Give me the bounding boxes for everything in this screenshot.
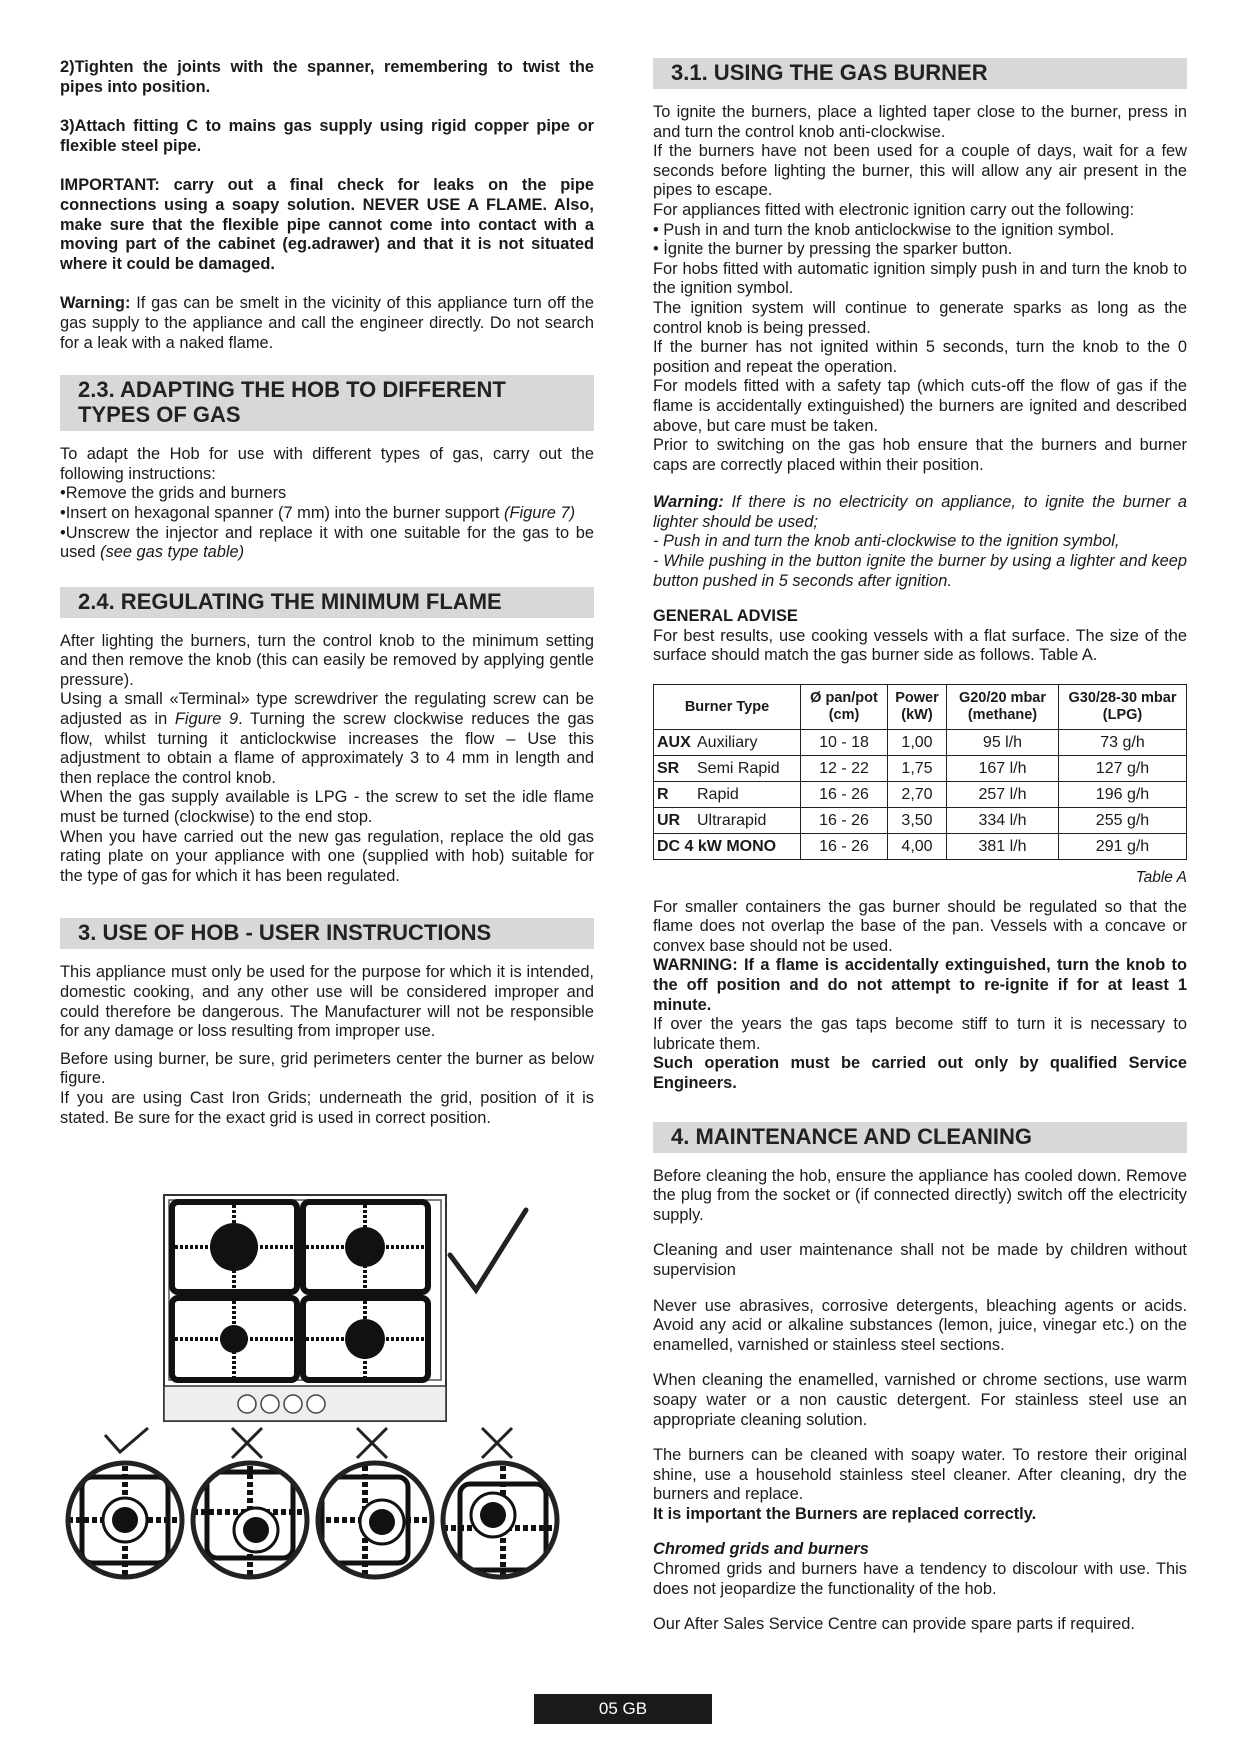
after-p2: If over the years the gas taps become stiff to turn it is necessary to lubricate them.	[653, 1015, 1187, 1053]
burner-name: Semi Rapid	[697, 759, 780, 777]
g20-rate: 334 l/h	[947, 808, 1059, 834]
table-row	[654, 782, 1187, 808]
table-row	[654, 730, 1187, 756]
g20-rate: 95 l/h	[947, 730, 1059, 756]
section-3-p2: Before using burner, be sure, grid perimeters center the burner as below figure.	[60, 1049, 594, 1088]
power: 1,75	[888, 756, 947, 782]
s31-p7: For models fitted with a safety tap (which cuts-off the flow of gas if the flame is accidentally extinguished) the burners are ignited and described above, but care must be taken.	[653, 377, 1187, 435]
hob-top-view	[164, 1195, 446, 1421]
burner-code: R	[657, 785, 669, 803]
detail-wrong-2	[310, 1428, 450, 1590]
warning-paragraph	[60, 294, 594, 353]
section-3-p3: If you are using Cast Iron Grids; underneath the grid, position of it is stated. Be sure for the exact grid is used in correct position.	[60, 1088, 594, 1127]
after-sales-text: Our After Sales Service Centre can provide spare parts if required.	[653, 1615, 1135, 1634]
right-column	[653, 58, 1187, 1635]
burner-code: SR	[657, 759, 680, 777]
after-p1: For smaller containers the gas burner should be regulated so that the flame does not overlap the base of the pan. Vessels with a concave or convex base should not be used.	[653, 897, 1187, 955]
power: 2,70	[888, 782, 947, 808]
figure-9-ref: Figure 9	[174, 710, 239, 729]
detail-wrong-1	[185, 1428, 325, 1590]
chromed-text: Chromed grids and burners have a tendency to discolour with use. This does not jeopardize the functionality of the hob.	[653, 1560, 1187, 1598]
burner-rapid-icon	[210, 1223, 258, 1271]
burner-code: AUX	[657, 733, 691, 751]
step-3-text: 3)Attach fitting C to mains gas supply using rigid copper pipe or flexible steel pipe.	[60, 117, 594, 155]
electricity-warning-label: Warning:	[653, 493, 724, 512]
burner-name: Rapid	[697, 785, 739, 803]
pan-size: 10 - 18	[801, 730, 888, 756]
header-g20: G20/20 mbar (methane)	[947, 685, 1059, 730]
burner-code: UR	[657, 811, 681, 829]
section-2-4-p1: After lighting the burners, turn the control knob to the minimum setting and then remove the knob (this can easily be removed by applying gentle pressure).	[60, 631, 594, 689]
section-2-3-heading	[60, 375, 594, 431]
table-row	[654, 834, 1187, 860]
burner-code: DC 4 kW MONO	[657, 837, 777, 855]
header-pan-size: Ø pan/pot (cm)	[801, 685, 888, 730]
gas-burner-table	[653, 684, 1187, 860]
section-2-4-p4: When you have carried out the new gas regulation, replace the old gas rating plate on your appliance with one (supplied with hob) suitable for the type of gas for which it has been regulated.	[60, 827, 594, 885]
gas-table-ref: (see gas type table)	[100, 543, 245, 562]
power: 4,00	[888, 834, 947, 860]
section-4-heading: 4. MAINTENANCE AND CLEANING	[653, 1122, 1187, 1153]
s4-p3: Never use abrasives, corrosive detergents, bleaching agents or acids. Avoid any acid or alkaline substances (lemon, juice, vinegar etc.) on the enamelled, varnished or stainless steel sections.	[653, 1296, 1187, 1354]
burner-auxiliary-icon	[220, 1325, 248, 1353]
s31-p4: For hobs fitted with automatic ignition simply push in and turn the knob to the ignition symbol.	[653, 259, 1187, 298]
s31-p1: To ignite the burners, place a lighted taper close to the burner, press in and turn the control knob anti-clockwise.	[653, 103, 1187, 141]
section-2-3-title-line2: TYPES OF GAS	[78, 402, 241, 428]
section-2-3-bullet-3	[60, 524, 594, 563]
section-3-1-body	[653, 103, 1187, 475]
s31-p5: The ignition system will continue to generate sparks as long as the control knob is being pressed.	[653, 298, 1187, 337]
pan-size: 16 - 26	[801, 782, 888, 808]
table-caption: Table A	[1135, 869, 1187, 887]
chromed-title: Chromed grids and burners	[653, 1540, 869, 1559]
burner-semi-rapid-2-icon	[345, 1319, 385, 1359]
pan-size: 16 - 26	[801, 834, 888, 860]
burner-semi-rapid-icon	[345, 1227, 385, 1267]
pan-size: 12 - 22	[801, 756, 888, 782]
after-p3: Such operation must be carried out only by qualified Service Engineers.	[653, 1054, 1187, 1092]
s4-p2: Cleaning and user maintenance shall not be made by children without supervision	[653, 1241, 1187, 1279]
electricity-warning-step-1: - Push in and turn the knob anti-clockwise to the ignition symbol,	[653, 532, 1120, 551]
s4-p4: When cleaning the enamelled, varnished or chrome sections, use warm soapy water or a non caustic detergent. For stainless steel use an appropriate cleaning solution.	[653, 1371, 1187, 1429]
header-burner-type: Burner Type	[654, 685, 801, 730]
section-2-3-bullet-2	[60, 504, 594, 524]
power: 3,50	[888, 808, 947, 834]
knob-3-icon	[284, 1395, 302, 1413]
section-2-4-p2-end: . Turning the screw clockwise reduces the gas flow, whilst turning it anticlockwise increases the flow – Use this adjustment to obtain a flame of approximately 3 to 4 mm in length and then replace the control knob.	[60, 710, 594, 787]
table-row	[654, 808, 1187, 834]
burner-grid-placement-figure	[60, 1190, 590, 1610]
section-2-4-p3: When the gas supply available is LPG - the screw to set the idle flame must be turned (clockwise) to the end stop.	[60, 788, 594, 827]
cross-icon	[232, 1428, 262, 1458]
pan-size: 16 - 26	[801, 808, 888, 834]
after-table-text	[653, 898, 1187, 1094]
table-row	[654, 756, 1187, 782]
cross-icon	[482, 1428, 512, 1458]
section-3-1-heading: 3.1. USING THE GAS BURNER	[653, 58, 1187, 89]
cross-icon	[357, 1428, 387, 1458]
s31-p3: For appliances fitted with electronic ignition carry out the following:	[653, 200, 1135, 219]
knob-2-icon	[261, 1395, 279, 1413]
electricity-warning	[653, 493, 1187, 591]
s4-p5: The burners can be cleaned with soapy water. To restore their original shine, use a household stainless steel cleaner. After cleaning, dry the burners and replace.	[653, 1446, 1187, 1504]
g30-rate: 127 g/h	[1059, 756, 1187, 782]
detail-correct	[60, 1428, 200, 1590]
g30-rate: 291 g/h	[1059, 834, 1187, 860]
s31-p8: Prior to switching on the gas hob ensure that the burners and burner caps are correctly placed within their position.	[653, 436, 1187, 474]
s31-bullet-2: • İgnite the burner by pressing the sparker button.	[653, 240, 1013, 259]
g30-rate: 255 g/h	[1059, 808, 1187, 834]
knob-4-icon	[307, 1395, 325, 1413]
step-2-text: 2)Tighten the joints with the spanner, remembering to twist the pipes into position.	[60, 58, 594, 96]
warning-text: If gas can be smelt in the vicinity of this appliance turn off the gas supply to the appliance and call the engineer directly. Do not search for a leak with a naked flame.	[60, 294, 594, 352]
burner-name: Auxiliary	[697, 733, 758, 751]
g30-rate: 73 g/h	[1059, 730, 1187, 756]
section-2-4-heading: 2.4. REGULATING THE MINIMUM FLAME	[60, 587, 594, 618]
s31-bullet-1: • Push in and turn the knob anticlockwise to the ignition symbol.	[653, 220, 1115, 239]
table-header-row	[654, 685, 1187, 730]
s4-p5-bold: It is important the Burners are replaced correctly.	[653, 1504, 1037, 1523]
bullet-2-text: •Insert on hexagonal spanner (7 mm) into the burner support	[60, 503, 504, 522]
figure-7-ref: (Figure 7)	[503, 503, 576, 522]
g20-rate: 257 l/h	[947, 782, 1059, 808]
important-notice: IMPORTANT: carry out a final check for leaks on the pipe connections using a soapy solution. NEVER USE A FLAME. Also, make sure that the flexible pipe cannot come into contact with a moving part of the cabinet (eg.adrawer) and that it is not situated where it could be damaged.	[60, 176, 594, 273]
section-2-3-bullet-1: •Remove the grids and burners	[60, 484, 287, 503]
warning-label: Warning:	[60, 294, 131, 313]
left-column	[60, 58, 594, 1128]
burner-name: Ultrarapid	[697, 811, 767, 829]
s31-p6: If the burner has not ignited within 5 seconds, turn the knob to the 0 position and repeat the operation.	[653, 338, 1187, 376]
general-advise-title: GENERAL ADVISE	[653, 607, 798, 626]
page-number: 05 GB	[534, 1694, 712, 1724]
power: 1,00	[888, 730, 947, 756]
general-advise-text: For best results, use cooking vessels with a flat surface. The size of the surface should match the gas burner side as follows. Table A.	[653, 626, 1187, 665]
g20-rate: 381 l/h	[947, 834, 1059, 860]
g20-rate: 167 l/h	[947, 756, 1059, 782]
section-3-p1: This appliance must only be used for the purpose for which it is intended, domestic cooking, and any other use will be considered improper and could therefore be dangerous. The Manufacturer will not be responsible for any damage or loss resulting from improper use.	[60, 963, 594, 1041]
header-power: Power (kW)	[888, 685, 947, 730]
section-2-4-p2	[60, 690, 594, 788]
section-3-heading: 3. USE OF HOB - USER INSTRUCTIONS	[60, 918, 594, 949]
bullet-3-text: •Unscrew the injector and replace it with one suitable for the gas to be used	[60, 523, 594, 562]
s4-p1: Before cleaning the hob, ensure the appliance has cooled down. Remove the plug from the socket or (if connected directly) switch off the electricity supply.	[653, 1166, 1187, 1224]
extinguished-warning: WARNING: If a flame is accidentally extinguished, turn the knob to the off position and do not attempt to re-ignite if for at least 1 minute.	[653, 956, 1187, 1014]
s31-p2: If the burners have not been used for a couple of days, wait for a few seconds before lighting the burner, this will allow any air present in the pipes to escape.	[653, 142, 1187, 200]
section-2-3-intro: To adapt the Hob for use with different types of gas, carry out the following instructions:	[60, 445, 594, 483]
electricity-warning-text: If there is no electricity on appliance, to ignite the burner a lighter should be used;	[653, 493, 1187, 531]
section-2-4-p2-start: Using a small «Terminal» type screwdriver the regulating screw can be adjusted as in	[60, 690, 594, 729]
header-g30: G30/28-30 mbar (LPG)	[1059, 685, 1187, 730]
electricity-warning-step-2: - While pushing in the button ignite the burner by using a lighter and keep button pushed in 5 seconds after ignition.	[653, 552, 1187, 590]
detail-wrong-3	[435, 1428, 575, 1590]
check-small-icon	[105, 1428, 148, 1452]
section-2-3-title-line1: 2.3. ADAPTING THE HOB TO DIFFERENT	[78, 377, 506, 403]
check-icon	[450, 1210, 526, 1290]
g30-rate: 196 g/h	[1059, 782, 1187, 808]
knob-1-icon	[238, 1395, 256, 1413]
